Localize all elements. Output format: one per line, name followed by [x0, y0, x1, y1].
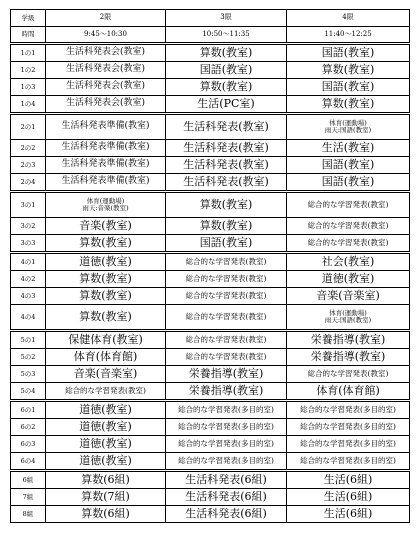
schedule-row [11, 436, 410, 453]
period-2-time: 9:45〜10:30 [46, 27, 166, 44]
period-2-cell [46, 192, 166, 218]
subject-line: 体育(運動場) [329, 309, 367, 318]
period-2-cell: 算数(7組) [46, 489, 166, 506]
period-3-time: 10:50〜11:35 [166, 27, 287, 44]
class-name-cell: 5の3 [11, 366, 46, 383]
subject-line: 体育(運動場) [329, 119, 367, 128]
subject-line: 体育(運動場) [86, 197, 125, 206]
class-name-cell: 1の3 [11, 79, 46, 96]
period-4-cell: 総合的な学習発表(多目的室) [287, 419, 410, 436]
class-name-cell: 5の4 [11, 383, 46, 401]
period-4-cell: 栄養指導(教室) [287, 331, 410, 349]
rain-alternative-line: 雨天:音楽(教室) [82, 204, 129, 212]
period-4-cell: 生活(6組) [287, 471, 410, 489]
schedule-row [11, 235, 410, 253]
class-name-cell: 7組 [11, 489, 46, 506]
schedule-row [11, 79, 410, 96]
schedule-row [11, 383, 410, 401]
period-2-cell: 総合的な学習発表(教室) [46, 383, 166, 401]
schedule-row [11, 114, 410, 140]
period-3-cell: 総合的な学習発表(多目的室) [166, 419, 287, 436]
period-2-cell: 算数(教室) [46, 288, 166, 305]
class-name-cell: 6の4 [11, 453, 46, 471]
period-header-row [11, 10, 410, 27]
class-name-cell: 4の3 [11, 288, 46, 305]
period-4-cell [287, 114, 410, 140]
schedule-row [11, 419, 410, 436]
schedule-row [11, 366, 410, 383]
class-name-cell: 5の2 [11, 349, 46, 366]
period-4-cell: 総合的な学習発表(多目的室) [287, 436, 410, 453]
period-4-cell: 総合的な学習発表(教室) [287, 218, 410, 235]
period-3-cell: 算数(教室) [166, 79, 287, 96]
schedule-row [11, 271, 410, 288]
period-3-cell: 栄養指導(教室) [166, 366, 287, 383]
class-name-cell: 6組 [11, 471, 46, 489]
period-4-cell: 総合的な学習発表(教室) [287, 235, 410, 253]
period-3-cell: 生活科発表(6組) [166, 489, 287, 506]
period-2-cell: 生活科発表準備(教室) [46, 114, 166, 140]
schedule-row [11, 471, 410, 489]
class-name-cell: 1の1 [11, 44, 46, 62]
grade-header: 学級 [11, 10, 46, 27]
period-3-cell: 総合的な学習発表(教室) [166, 288, 287, 305]
schedule-row [11, 288, 410, 305]
period-3-cell: 生活科発表(教室) [166, 114, 287, 140]
schedule-body [11, 10, 410, 523]
period-4-cell: 算数(教室) [287, 96, 410, 114]
period-2-cell: 算数(教室) [46, 271, 166, 288]
class-name-cell: 4の1 [11, 253, 46, 271]
period-3-cell: 国語(教室) [166, 62, 287, 79]
class-name-cell: 3の3 [11, 235, 46, 253]
rain-alternative-line: 雨天:国語(教室) [324, 316, 372, 324]
period-4-cell: 国語(教室) [287, 174, 410, 192]
period-3-cell: 算数(教室) [166, 44, 287, 62]
time-header-row [11, 27, 410, 44]
class-name-cell: 3の2 [11, 218, 46, 235]
period-3-cell: 国語(教室) [166, 235, 287, 253]
class-name-cell: 1の4 [11, 96, 46, 114]
period-3-cell: 生活科発表(教室) [166, 157, 287, 174]
period-4-cell: 音楽(音楽室) [287, 288, 410, 305]
schedule-row [11, 349, 410, 366]
period-4-cell: 国語(教室) [287, 79, 410, 96]
schedule-row [11, 157, 410, 174]
class-name-cell: 3の1 [11, 192, 46, 218]
schedule-row [11, 192, 410, 218]
period-2-cell: 道徳(教室) [46, 401, 166, 419]
period-2-cell: 道徳(教室) [46, 419, 166, 436]
schedule-row [11, 96, 410, 114]
schedule-row [11, 305, 410, 331]
schedule-row [11, 218, 410, 235]
period-2-cell: 算数(教室) [46, 305, 166, 331]
period-2-cell: 音楽(教室) [46, 218, 166, 235]
class-name-cell: 2の2 [11, 140, 46, 157]
period-4-cell: 社会(教室) [287, 253, 410, 271]
schedule-row [11, 253, 410, 271]
class-name-cell: 6の3 [11, 436, 46, 453]
period-3-cell: 総合的な学習発表(教室) [166, 271, 287, 288]
period-3-cell: 総合的な学習発表(多目的室) [166, 436, 287, 453]
schedule-row [11, 174, 410, 192]
schedule-row [11, 62, 410, 79]
class-name-cell: 4の2 [11, 271, 46, 288]
period-4-cell: 算数(教室) [287, 62, 410, 79]
class-name-cell: 2の4 [11, 174, 46, 192]
class-name-cell: 1の2 [11, 62, 46, 79]
period-4-cell: 生活(6組) [287, 506, 410, 523]
class-name-cell: 2の3 [11, 157, 46, 174]
period-2-cell: 生活科発表準備(教室) [46, 174, 166, 192]
class-name-cell: 5の1 [11, 331, 46, 349]
rain-alternative-line: 雨天:国語(教室) [324, 126, 372, 134]
period-3-cell: 生活科発表(6組) [166, 471, 287, 489]
period-4-cell: 国語(教室) [287, 157, 410, 174]
class-name-cell: 4の4 [11, 305, 46, 331]
period-3-cell: 生活科発表(6組) [166, 506, 287, 523]
period-4-cell: 総合的な学習発表(多目的室) [287, 401, 410, 419]
period-4-cell: 栄養指導(教室) [287, 349, 410, 366]
period-2-header: 2限 [46, 10, 166, 27]
schedule-row [11, 140, 410, 157]
period-3-cell: 栄養指導(教室) [166, 383, 287, 401]
period-2-cell: 算数(6組) [46, 471, 166, 489]
period-3-header: 3限 [166, 10, 287, 27]
schedule-row [11, 331, 410, 349]
schedule-row [11, 506, 410, 523]
period-3-cell: 生活科発表(教室) [166, 174, 287, 192]
period-4-cell: 総合的な学習発表(教室) [287, 366, 410, 383]
period-4-cell [287, 305, 410, 331]
period-4-cell: 体育(体育館) [287, 383, 410, 401]
period-4-cell: 総合的な学習発表(教室) [287, 192, 410, 218]
period-2-cell: 音楽(音楽室) [46, 366, 166, 383]
period-3-cell: 総合的な学習発表(教室) [166, 253, 287, 271]
schedule-row [11, 453, 410, 471]
period-2-cell: 生活科発表会(教室) [46, 62, 166, 79]
period-2-cell: 生活科発表準備(教室) [46, 157, 166, 174]
period-3-cell: 生活(PC室) [166, 96, 287, 114]
period-3-cell: 総合的な学習発表(教室) [166, 349, 287, 366]
period-3-cell: 総合的な学習発表(多目的室) [166, 453, 287, 471]
period-3-cell: 総合的な学習発表(教室) [166, 331, 287, 349]
class-name-cell: 8組 [11, 506, 46, 523]
period-2-cell: 道徳(教室) [46, 453, 166, 471]
period-4-cell: 道徳(教室) [287, 271, 410, 288]
period-2-cell: 道徳(教室) [46, 436, 166, 453]
period-2-cell: 生活科発表会(教室) [46, 96, 166, 114]
period-4-cell: 国語(教室) [287, 44, 410, 62]
period-3-cell: 総合的な学習発表(多目的室) [166, 401, 287, 419]
period-2-cell: 生活科発表会(教室) [46, 44, 166, 62]
schedule-table [10, 9, 410, 523]
period-3-cell: 算数(教室) [166, 218, 287, 235]
period-4-cell: 生活(教室) [287, 140, 410, 157]
schedule-row [11, 401, 410, 419]
period-3-cell: 総合的な学習発表(教室) [166, 305, 287, 331]
period-4-time: 11:40〜12:25 [287, 27, 410, 44]
class-name-cell: 2の1 [11, 114, 46, 140]
class-name-cell: 6の1 [11, 401, 46, 419]
period-3-cell: 生活科発表(教室) [166, 140, 287, 157]
class-name-cell: 6の2 [11, 419, 46, 436]
period-2-cell: 算数(教室) [46, 235, 166, 253]
period-4-cell: 生活(6組) [287, 489, 410, 506]
schedule-row [11, 44, 410, 62]
period-2-cell: 保健体育(教室) [46, 331, 166, 349]
period-2-cell: 体育(体育館) [46, 349, 166, 366]
schedule-row [11, 489, 410, 506]
period-4-header: 4限 [287, 10, 410, 27]
period-3-cell: 算数(教室) [166, 192, 287, 218]
period-2-cell: 道徳(教室) [46, 253, 166, 271]
time-header: 時間 [11, 27, 46, 44]
period-2-cell: 算数(6組) [46, 506, 166, 523]
period-2-cell: 生活科発表準備(教室) [46, 140, 166, 157]
period-2-cell: 生活科発表会(教室) [46, 79, 166, 96]
period-4-cell: 総合的な学習発表(多目的室) [287, 453, 410, 471]
